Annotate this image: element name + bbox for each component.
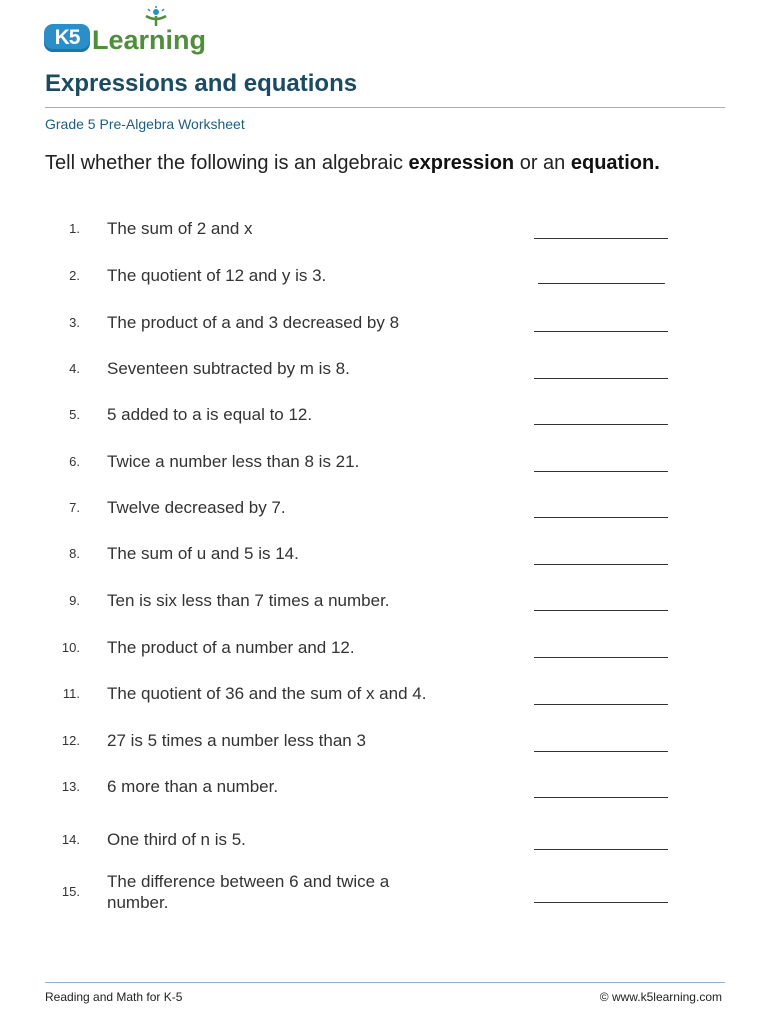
- question-text: One third of n is 5.: [107, 830, 246, 849]
- answer-line[interactable]: [534, 238, 668, 239]
- question-text: Twice a number less than 8 is 21.: [107, 452, 360, 471]
- question-text: The sum of 2 and x: [107, 219, 253, 238]
- question-text: 6 more than a number.: [107, 777, 279, 796]
- question-text: The sum of u and 5 is 14.: [107, 544, 299, 563]
- answer-line[interactable]: [534, 331, 668, 332]
- logo-wordmark: Learning: [92, 25, 207, 55]
- instruction-prefix: Tell whether the following is an algebraic: [45, 152, 409, 174]
- question-number: 6.: [69, 454, 80, 469]
- question-number: 15.: [61, 884, 80, 899]
- instruction-term-equation: equation.: [570, 152, 660, 174]
- logo-figure-icon: [142, 6, 170, 30]
- answer-line[interactable]: [534, 849, 668, 850]
- logo-badge: K5: [44, 24, 90, 52]
- question-number: 7.: [69, 500, 80, 515]
- question-text: The product of a number and 12.: [107, 638, 355, 657]
- question-number: 14.: [61, 832, 80, 847]
- question-number: 2.: [69, 268, 80, 283]
- question-number: 5.: [69, 407, 80, 422]
- page-title: Expressions and equations: [45, 70, 358, 97]
- question-number: 4.: [69, 361, 80, 376]
- question-number: 8.: [69, 546, 80, 561]
- header-divider: [45, 107, 725, 108]
- instruction-middle: or an: [514, 152, 571, 174]
- answer-line[interactable]: [534, 797, 668, 798]
- answer-line[interactable]: [534, 424, 668, 425]
- answer-line[interactable]: [534, 902, 668, 903]
- answer-line[interactable]: [538, 283, 665, 284]
- page-subtitle: Grade 5 Pre-Algebra Worksheet: [45, 116, 245, 132]
- footer-tagline: Reading and Math for K-5: [45, 990, 183, 1004]
- answer-line[interactable]: [534, 517, 668, 518]
- question-text: The product of a and 3 decreased by 8: [107, 313, 400, 332]
- question-text: The difference between 6 and twice a number.: [107, 872, 390, 912]
- footer-copyright: © www.k5learning.com: [599, 990, 722, 1004]
- question-number: 9.: [69, 593, 80, 608]
- answer-line[interactable]: [534, 704, 668, 705]
- question-text: 5 added to a is equal to 12.: [107, 405, 313, 424]
- answer-line[interactable]: [534, 657, 668, 658]
- question-text: Twelve decreased by 7.: [107, 498, 286, 517]
- answer-line[interactable]: [534, 751, 668, 752]
- answer-line[interactable]: [534, 610, 668, 611]
- instruction-term-expression: expression: [408, 152, 515, 174]
- question-number: 3.: [69, 315, 80, 330]
- question-text: The quotient of 12 and y is 3.: [107, 266, 327, 285]
- question-text: Seventeen subtracted by m is 8.: [107, 359, 350, 378]
- question-number: 12.: [61, 733, 80, 748]
- footer-divider: [45, 982, 725, 983]
- question-text: Ten is six less than 7 times a number.: [107, 591, 390, 610]
- k5-learning-logo: [44, 14, 206, 56]
- question-number: 11.: [62, 686, 80, 701]
- question-text: The quotient of 36 and the sum of x and 4.: [107, 684, 427, 703]
- question-text: 27 is 5 times a number less than 3: [107, 731, 366, 750]
- instruction-text: [45, 152, 660, 175]
- question-number: 10.: [61, 640, 80, 655]
- answer-line[interactable]: [534, 378, 668, 379]
- question-number: 1.: [69, 221, 80, 236]
- answer-line[interactable]: [534, 564, 668, 565]
- answer-line[interactable]: [534, 471, 668, 472]
- question-number: 13.: [61, 779, 80, 794]
